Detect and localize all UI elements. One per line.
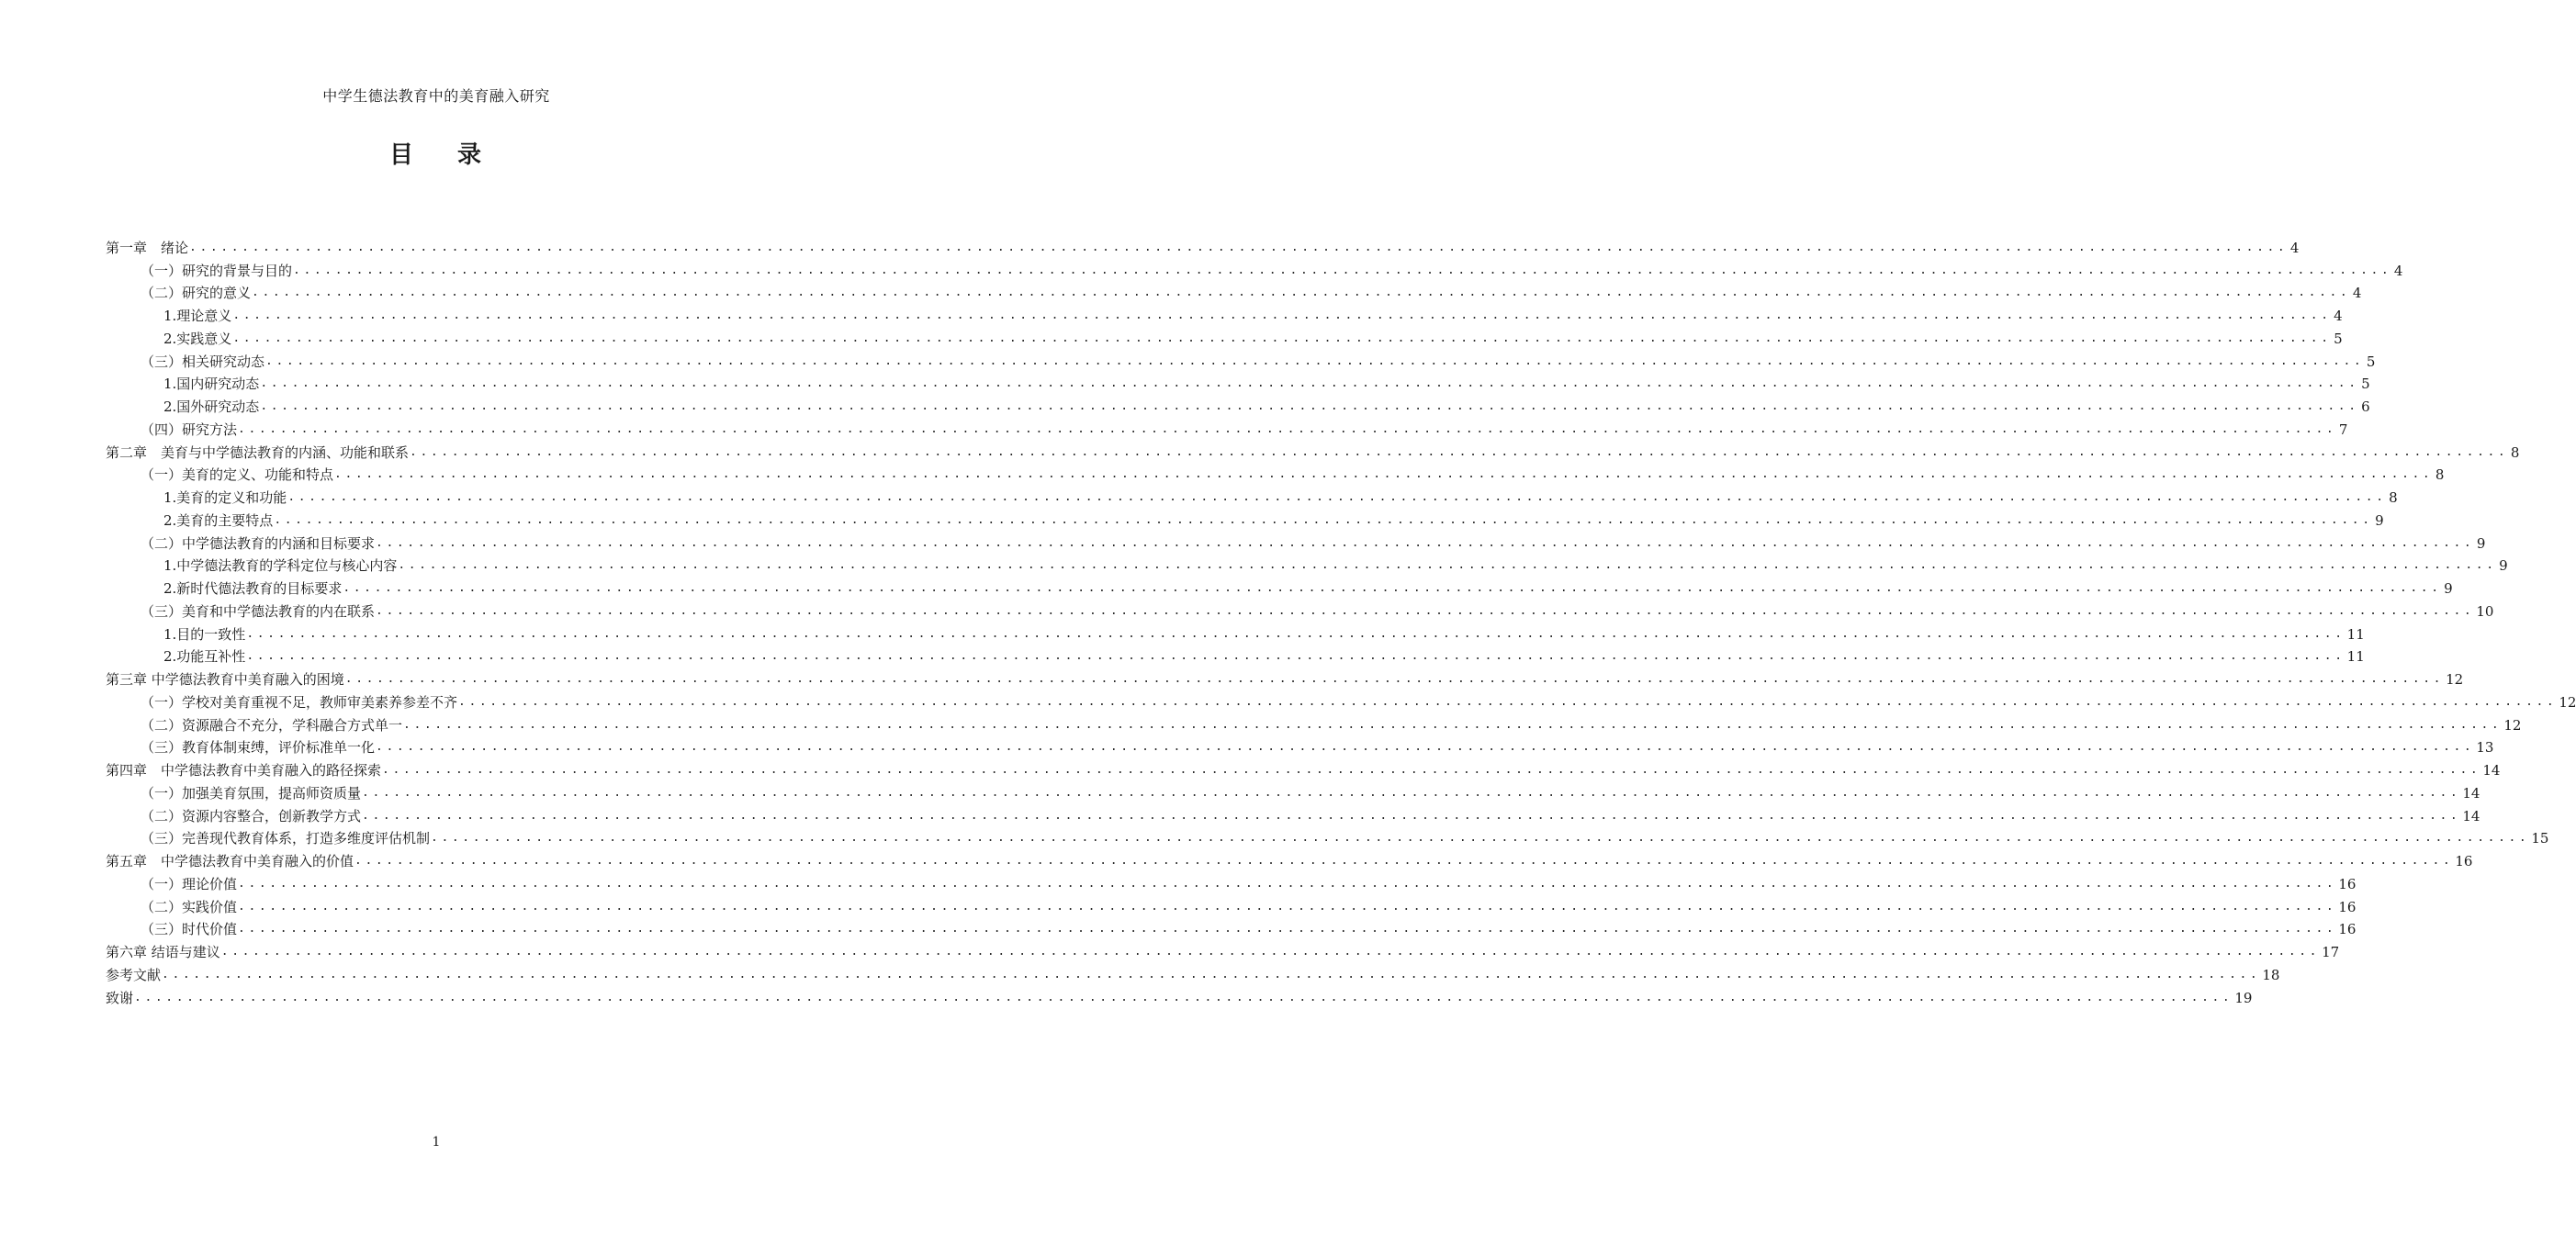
toc-entry-page: 15 — [2531, 830, 2549, 847]
toc-entry[interactable] — [106, 507, 2384, 530]
dot-leader: ........................................................................................................................................................................................................ — [134, 990, 2233, 1004]
toc-entry[interactable] — [106, 439, 2520, 462]
toc-entry-label: （三）教育体制束缚，评价标准单一化 — [141, 739, 376, 757]
toc-entry-page: 4 — [2352, 285, 2362, 302]
toc-entry-page: 4 — [2289, 239, 2300, 256]
toc-entry-label: 第三章 中学德法教育中美育融入的困境 — [106, 671, 344, 688]
toc-entry[interactable] — [106, 484, 2398, 507]
toc-entry-page: 16 — [2338, 875, 2357, 892]
toc-entry-page: 8 — [2435, 466, 2445, 484]
toc-entry-label: （二）中学德法教育的内涵和目标要求 — [141, 534, 376, 552]
toc-entry-label: 1.美育的定义和功能 — [163, 489, 287, 506]
toc-entry[interactable] — [106, 416, 2348, 439]
toc-entry[interactable] — [106, 302, 2343, 325]
toc-entry-page: 14 — [2482, 762, 2501, 779]
toc-entry-page: 9 — [2375, 511, 2384, 529]
toc-entry-page: 14 — [2462, 784, 2480, 802]
toc-entry[interactable] — [106, 802, 2480, 825]
dot-leader: ........................................................................................................................................................................................................ — [382, 763, 2481, 777]
dot-leader: ........................................................................................................................................................................................................ — [238, 922, 2337, 937]
toc-entry[interactable] — [106, 257, 2403, 280]
toc-entry[interactable] — [106, 870, 2357, 893]
toc-heading-left: 目 — [388, 141, 415, 169]
toc-entry-label: （二）资源融合不充分，学科融合方式单一 — [141, 716, 403, 734]
dot-leader: ........................................................................................................................................................................................................ — [403, 717, 2503, 732]
toc-entry-label: （二）实践价值 — [141, 898, 238, 915]
toc-entry-label: 1.理论意义 — [163, 308, 232, 324]
toc-entry-page: 8 — [2510, 443, 2520, 461]
dot-leader: ........................................................................................................................................................................................................ — [354, 854, 2454, 868]
toc-entry-page: 17 — [2322, 944, 2340, 960]
dot-leader: ........................................................................................................................................................................................................ — [232, 308, 2332, 322]
dot-leader: ........................................................................................................................................................................................................ — [344, 672, 2445, 686]
toc-entry[interactable] — [106, 847, 2473, 870]
toc-entry-page: 6 — [2361, 398, 2370, 415]
toc-entry-label: （一）理论价值 — [141, 875, 238, 892]
toc-entry-label: （一）学校对美育重视不足，教师审美素养参差不齐 — [141, 693, 458, 711]
toc-entry[interactable] — [106, 712, 2522, 735]
toc-entry-label: （二）资源内容整合，创新教学方式 — [141, 807, 362, 825]
toc-entry-label: （四）研究方法 — [141, 421, 238, 438]
toc-entry-label: （三）完善现代教育体系，打造多维度评估机制 — [141, 830, 431, 847]
toc-entry[interactable] — [106, 825, 2549, 848]
dot-leader: ........................................................................................................................................................................................................ — [260, 376, 2359, 391]
toc-entry-label: 1.中学德法教育的学科定位与核心内容 — [163, 557, 398, 575]
toc-entry-page: 4 — [2393, 262, 2403, 279]
toc-entry[interactable] — [106, 325, 2343, 348]
toc-entry[interactable] — [106, 393, 2370, 416]
toc-entry[interactable] — [106, 348, 2376, 371]
toc-entry-page: 16 — [2338, 898, 2357, 915]
dot-leader: ........................................................................................................................................................................................................ — [362, 785, 2461, 800]
toc-entry-page: 14 — [2462, 807, 2480, 825]
toc-entry-label: 2.国外研究动态 — [163, 398, 260, 415]
dot-leader: ........................................................................................................................................................................................................ — [410, 444, 2509, 459]
dot-leader: ........................................................................................................................................................................................................ — [458, 694, 2558, 709]
dot-leader: ........................................................................................................................................................................................................ — [238, 421, 2337, 436]
toc-entry[interactable] — [106, 735, 2494, 757]
toc-entry[interactable] — [106, 530, 2486, 553]
dot-leader: ........................................................................................................................................................................................................ — [376, 740, 2475, 755]
toc-entry-label: 第五章 中学德法教育中美育融入的价值 — [106, 853, 354, 869]
toc-entry-label: 第二章 美育与中学德法教育的内涵、功能和联系 — [106, 443, 410, 461]
dot-leader: ........................................................................................................................................................................................................ — [252, 286, 2351, 300]
dot-leader: ........................................................................................................................................................................................................ — [246, 649, 2345, 664]
dot-leader: ........................................................................................................................................................................................................ — [232, 331, 2332, 345]
toc-entry-page: 13 — [2476, 739, 2494, 757]
toc-entry-page: 12 — [2559, 693, 2576, 711]
dot-leader: ........................................................................................................................................................................................................ — [398, 558, 2497, 573]
toc-entry-label: 2.实践意义 — [163, 330, 232, 347]
dot-leader: ........................................................................................................................................................................................................ — [343, 581, 2442, 595]
toc-entry-page: 9 — [2499, 557, 2508, 575]
toc-entry-label: 第四章 中学德法教育中美育融入的路径探索 — [106, 762, 382, 779]
toc-entry[interactable] — [106, 689, 2576, 712]
toc-entry[interactable] — [106, 621, 2365, 644]
dot-leader: ........................................................................................................................................................................................................ — [238, 899, 2337, 914]
toc-entry[interactable] — [106, 666, 2464, 689]
toc-entry[interactable] — [106, 234, 2300, 257]
toc-entry-label: 致谢 — [106, 989, 134, 1006]
table-of-contents — [106, 234, 2576, 1007]
toc-entry-label: （一）研究的背景与目的 — [141, 262, 293, 279]
toc-entry-page: 5 — [2366, 353, 2376, 370]
toc-entry[interactable] — [106, 462, 2445, 485]
toc-entry-label: 2.功能互补性 — [163, 648, 246, 666]
toc-entry[interactable] — [106, 757, 2501, 780]
toc-entry-label: 第一章 绪论 — [106, 239, 189, 256]
toc-entry-page: 19 — [2234, 989, 2253, 1006]
toc-entry[interactable] — [106, 961, 2280, 984]
toc-entry[interactable] — [106, 916, 2357, 939]
toc-entry[interactable] — [106, 575, 2453, 598]
toc-entry[interactable] — [106, 553, 2508, 576]
dot-leader: ........................................................................................................................................................................................................ — [334, 467, 2434, 482]
dot-leader: ........................................................................................................................................................................................................ — [274, 512, 2373, 527]
dot-leader: ........................................................................................................................................................................................................ — [376, 603, 2475, 618]
toc-heading — [0, 136, 872, 170]
toc-entry-page: 8 — [2389, 489, 2398, 506]
toc-entry-label: 2.美育的主要特点 — [163, 511, 274, 529]
dot-leader: ........................................................................................................................................................................................................ — [238, 876, 2337, 891]
toc-entry-page: 9 — [2444, 580, 2453, 597]
toc-entry-label: （三）美育和中学德法教育的内在联系 — [141, 602, 376, 620]
toc-entry[interactable] — [106, 598, 2494, 621]
toc-entry-page: 10 — [2476, 602, 2494, 620]
page-number: 1 — [432, 1135, 441, 1150]
dot-leader: ........................................................................................................................................................................................................ — [376, 535, 2475, 550]
toc-entry-label: 第六章 结语与建议 — [106, 944, 220, 960]
toc-entry-label: 1.目的一致性 — [163, 625, 246, 643]
toc-entry[interactable] — [106, 893, 2357, 916]
toc-entry-page: 12 — [2503, 716, 2522, 734]
toc-entry-page: 16 — [2455, 853, 2473, 869]
toc-entry[interactable] — [106, 280, 2362, 303]
dot-leader: ........................................................................................................................................................................................................ — [287, 490, 2387, 504]
toc-entry-page: 12 — [2446, 671, 2464, 688]
toc-entry-page: 9 — [2476, 534, 2486, 552]
dot-leader: ........................................................................................................................................................................................................ — [246, 626, 2345, 641]
toc-entry-label: （一）加强美育氛围，提高师资质量 — [141, 784, 362, 802]
toc-entry-label: （三）相关研究动态 — [141, 353, 265, 370]
toc-entry-label: 参考文献 — [106, 966, 162, 983]
toc-entry[interactable] — [106, 938, 2340, 961]
toc-entry[interactable] — [106, 780, 2480, 802]
running-header: 中学生德法教育中的美育融入研究 — [322, 87, 550, 105]
dot-leader: ........................................................................................................................................................................................................ — [431, 831, 2530, 846]
dot-leader: ........................................................................................................................................................................................................ — [265, 353, 2365, 368]
toc-entry-page: 18 — [2262, 966, 2280, 983]
toc-entry-label: （二）研究的意义 — [141, 285, 252, 302]
toc-entry-label: （三）时代价值 — [141, 921, 238, 938]
dot-leader: ........................................................................................................................................................................................................ — [362, 808, 2461, 823]
toc-heading-right: 录 — [457, 141, 484, 169]
toc-entry-page: 7 — [2338, 421, 2348, 438]
toc-entry[interactable] — [106, 371, 2370, 394]
toc-entry-label: 1.国内研究动态 — [163, 376, 260, 393]
dot-leader: ........................................................................................................................................................................................................ — [162, 967, 2261, 982]
toc-entry[interactable] — [106, 984, 2253, 1007]
toc-entry-page: 11 — [2346, 648, 2365, 666]
toc-entry-page: 5 — [2334, 330, 2343, 347]
toc-entry[interactable] — [106, 644, 2365, 667]
dot-leader: ........................................................................................................................................................................................................ — [260, 399, 2359, 413]
toc-entry-label: （一）美育的定义、功能和特点 — [141, 466, 334, 484]
dot-leader: ........................................................................................................................................................................................................ — [293, 263, 2392, 277]
toc-entry-page: 5 — [2361, 376, 2370, 393]
toc-entry-page: 11 — [2346, 625, 2365, 643]
dot-leader: ........................................................................................................................................................................................................ — [189, 240, 2289, 254]
toc-entry-label: 2.新时代德法教育的目标要求 — [163, 580, 343, 597]
toc-entry-page: 4 — [2334, 308, 2343, 324]
dot-leader: ........................................................................................................................................................................................................ — [220, 945, 2321, 959]
toc-entry-page: 16 — [2338, 921, 2357, 938]
